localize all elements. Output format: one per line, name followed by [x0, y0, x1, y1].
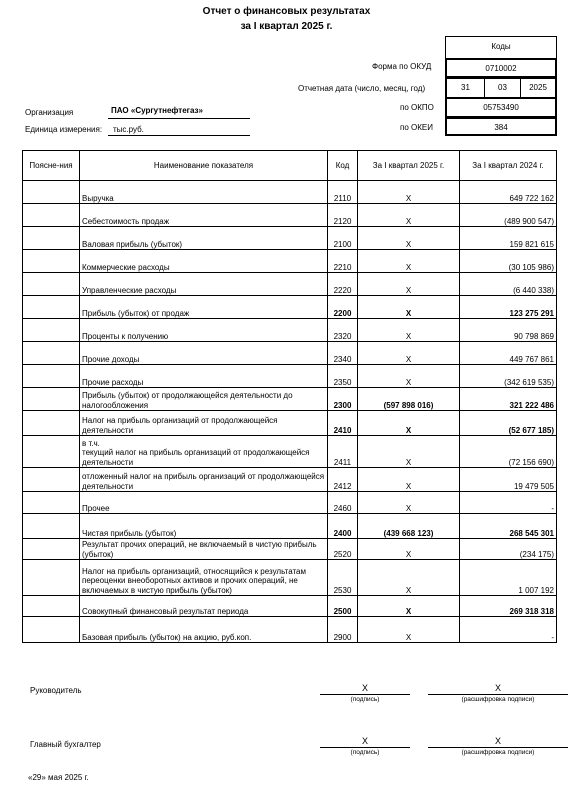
row-code: 2100 — [328, 227, 358, 250]
table-row — [23, 273, 557, 296]
report-date: «29» мая 2025 г. — [28, 773, 89, 782]
row-code: 2350 — [328, 365, 358, 388]
notes-cell — [23, 365, 80, 388]
report-title: Отчет о финансовых результатах — [202, 6, 371, 17]
row-previous: 123 275 291 — [460, 296, 557, 319]
accountant-label: Главный бухгалтер — [30, 740, 101, 749]
row-name: Прочие доходы — [80, 342, 328, 365]
row-code: 2410 — [328, 411, 358, 436]
row-code: 2411 — [328, 436, 358, 468]
notes-cell — [23, 492, 80, 514]
row-current: X — [358, 468, 460, 492]
date-day: 31 — [445, 78, 485, 98]
row-name: Коммерческие расходы — [80, 250, 328, 273]
director-signature: X — [361, 683, 368, 693]
header-notes: Поясне-ния — [23, 151, 80, 181]
okud-value: 0710002 — [445, 58, 557, 78]
row-code: 2340 — [328, 342, 358, 365]
row-current: X — [358, 560, 460, 596]
row-code: 2120 — [328, 204, 358, 227]
table-header-row — [23, 151, 557, 181]
row-previous: (30 105 986) — [460, 250, 557, 273]
row-name: Прибыль (убыток) от продолжающейся деятельности до налогообложения — [80, 388, 328, 411]
unit-value: тыс.руб. — [113, 125, 144, 134]
organization-label: Организация — [25, 108, 74, 117]
row-code: 2530 — [328, 560, 358, 596]
table-row — [23, 560, 557, 596]
notes-cell — [23, 514, 80, 539]
row-current: (597 898 016) — [358, 388, 460, 411]
row-previous: (342 619 535) — [460, 365, 557, 388]
accountant-signature: X — [361, 736, 368, 746]
row-current: X — [358, 227, 460, 250]
row-previous: 649 722 162 — [460, 181, 557, 204]
row-name: отложенный налог на прибыль организаций от продолжающейся деятельности — [80, 468, 328, 492]
row-previous: - — [460, 617, 557, 643]
okpo-label: по ОКПО — [400, 103, 434, 112]
accountant-signature-line — [320, 747, 410, 748]
table-row — [23, 227, 557, 250]
row-code: 2500 — [328, 596, 358, 617]
table-row — [23, 492, 557, 514]
row-current: X — [358, 342, 460, 365]
row-name: Налог на прибыль организаций от продолжающейся деятельности — [80, 411, 328, 436]
row-previous: 449 767 861 — [460, 342, 557, 365]
notes-cell — [23, 204, 80, 227]
row-code: 2110 — [328, 181, 358, 204]
director-name: X — [494, 683, 501, 693]
row-previous: 19 479 505 — [460, 468, 557, 492]
row-name: Результат прочих операций, не включаемый в чистую прибыль (убыток) — [80, 539, 328, 560]
row-previous: (6 440 338) — [460, 273, 557, 296]
header-name: Наименование показателя — [80, 151, 328, 181]
row-current: X — [358, 250, 460, 273]
table-row — [23, 514, 557, 539]
row-name: Чистая прибыль (убыток) — [80, 514, 328, 539]
row-previous: 269 318 318 — [460, 596, 557, 617]
unit-underline — [108, 135, 250, 136]
table-row — [23, 468, 557, 492]
notes-cell — [23, 436, 80, 468]
row-code: 2412 — [328, 468, 358, 492]
row-current: X — [358, 596, 460, 617]
table-row — [23, 617, 557, 643]
organization-value: ПАО «Сургутнефтегаз» — [111, 106, 203, 115]
codes-header: Коды — [445, 36, 557, 58]
row-name: Прочее — [80, 492, 328, 514]
accountant-name-line — [428, 747, 568, 748]
accountant-name-caption: (расшифровка подписи) — [461, 749, 535, 756]
notes-cell — [23, 250, 80, 273]
table-row — [23, 365, 557, 388]
row-previous: 321 222 486 — [460, 388, 557, 411]
date-month: 03 — [484, 78, 521, 98]
row-code: 2400 — [328, 514, 358, 539]
header-code: Код — [328, 151, 358, 181]
notes-cell — [23, 319, 80, 342]
row-code: 2220 — [328, 273, 358, 296]
row-code: 2320 — [328, 319, 358, 342]
notes-cell — [23, 388, 80, 411]
notes-cell — [23, 596, 80, 617]
row-name: Управленческие расходы — [80, 273, 328, 296]
okei-value: 384 — [445, 117, 557, 136]
table-row — [23, 596, 557, 617]
okei-label: по ОКЕИ — [400, 123, 433, 132]
notes-cell — [23, 468, 80, 492]
row-name: Себестоимость продаж — [80, 204, 328, 227]
row-name: Выручка — [80, 181, 328, 204]
row-name: Прибыль (убыток) от продаж — [80, 296, 328, 319]
row-current: X — [358, 296, 460, 319]
okpo-value: 05753490 — [445, 98, 557, 117]
row-previous: 159 821 615 — [460, 227, 557, 250]
row-previous: (489 900 547) — [460, 204, 557, 227]
row-previous: (234 175) — [460, 539, 557, 560]
accountant-signature-caption: (подпись) — [350, 749, 380, 756]
row-current: X — [358, 436, 460, 468]
unit-label: Единица измерения: — [25, 125, 103, 134]
notes-cell — [23, 342, 80, 365]
row-name: в т.ч. текущий налог на прибыль организаций от продолжающейся деятельности — [80, 436, 328, 468]
table-row — [23, 296, 557, 319]
row-name: Совокупный финансовый результат периода — [80, 596, 328, 617]
row-previous: 90 798 869 — [460, 319, 557, 342]
table-row — [23, 342, 557, 365]
row-code: 2520 — [328, 539, 358, 560]
row-name: Базовая прибыль (убыток) на акцию, руб.коп. — [80, 617, 328, 643]
table-row — [23, 436, 557, 468]
notes-cell — [23, 273, 80, 296]
row-current: X — [358, 411, 460, 436]
financial-results-table — [22, 150, 557, 643]
row-code: 2900 — [328, 617, 358, 643]
header-previous: За I квартал 2024 г. — [460, 151, 557, 181]
director-signature-line — [320, 694, 410, 695]
date-label: Отчетная дата (число, месяц, год) — [298, 84, 426, 93]
row-current: X — [358, 492, 460, 514]
row-name: Прочие расходы — [80, 365, 328, 388]
organization-underline — [108, 118, 250, 119]
table-row — [23, 411, 557, 436]
table-row — [23, 204, 557, 227]
notes-cell — [23, 227, 80, 250]
row-current: X — [358, 273, 460, 296]
notes-cell — [23, 411, 80, 436]
date-year: 2025 — [520, 78, 557, 98]
okud-label: Форма по ОКУД — [372, 62, 432, 71]
row-previous: 268 545 301 — [460, 514, 557, 539]
report-period: за I квартал 2025 г. — [240, 21, 333, 32]
row-previous: (52 677 185) — [460, 411, 557, 436]
row-code: 2300 — [328, 388, 358, 411]
table-row — [23, 539, 557, 560]
notes-cell — [23, 296, 80, 319]
table-row — [23, 250, 557, 273]
director-name-caption: (расшифровка подписи) — [461, 696, 535, 703]
accountant-name: X — [494, 736, 501, 746]
row-code: 2460 — [328, 492, 358, 514]
notes-cell — [23, 617, 80, 643]
row-previous: - — [460, 492, 557, 514]
row-current: X — [358, 319, 460, 342]
row-name: Налог на прибыль организаций, относящийся к результатам переоценки внеоборотных активов и прочих операций, не включаемых в чистую прибыль (убыток) — [80, 560, 328, 596]
notes-cell — [23, 539, 80, 560]
row-current: (439 668 123) — [358, 514, 460, 539]
notes-cell — [23, 181, 80, 204]
row-code: 2200 — [328, 296, 358, 319]
director-signature-caption: (подпись) — [350, 696, 380, 703]
table-row — [23, 181, 557, 204]
row-previous: 1 007 192 — [460, 560, 557, 596]
table-row — [23, 388, 557, 411]
row-current: X — [358, 365, 460, 388]
row-name: Проценты к получению — [80, 319, 328, 342]
row-name: Валовая прибыль (убыток) — [80, 227, 328, 250]
row-code: 2210 — [328, 250, 358, 273]
notes-cell — [23, 560, 80, 596]
row-current: X — [358, 617, 460, 643]
row-current: X — [358, 181, 460, 204]
header-current: За I квартал 2025 г. — [358, 151, 460, 181]
row-current: X — [358, 539, 460, 560]
director-label: Руководитель — [30, 686, 82, 695]
row-current: X — [358, 204, 460, 227]
table-row — [23, 319, 557, 342]
director-name-line — [428, 694, 568, 695]
row-previous: (72 156 690) — [460, 436, 557, 468]
